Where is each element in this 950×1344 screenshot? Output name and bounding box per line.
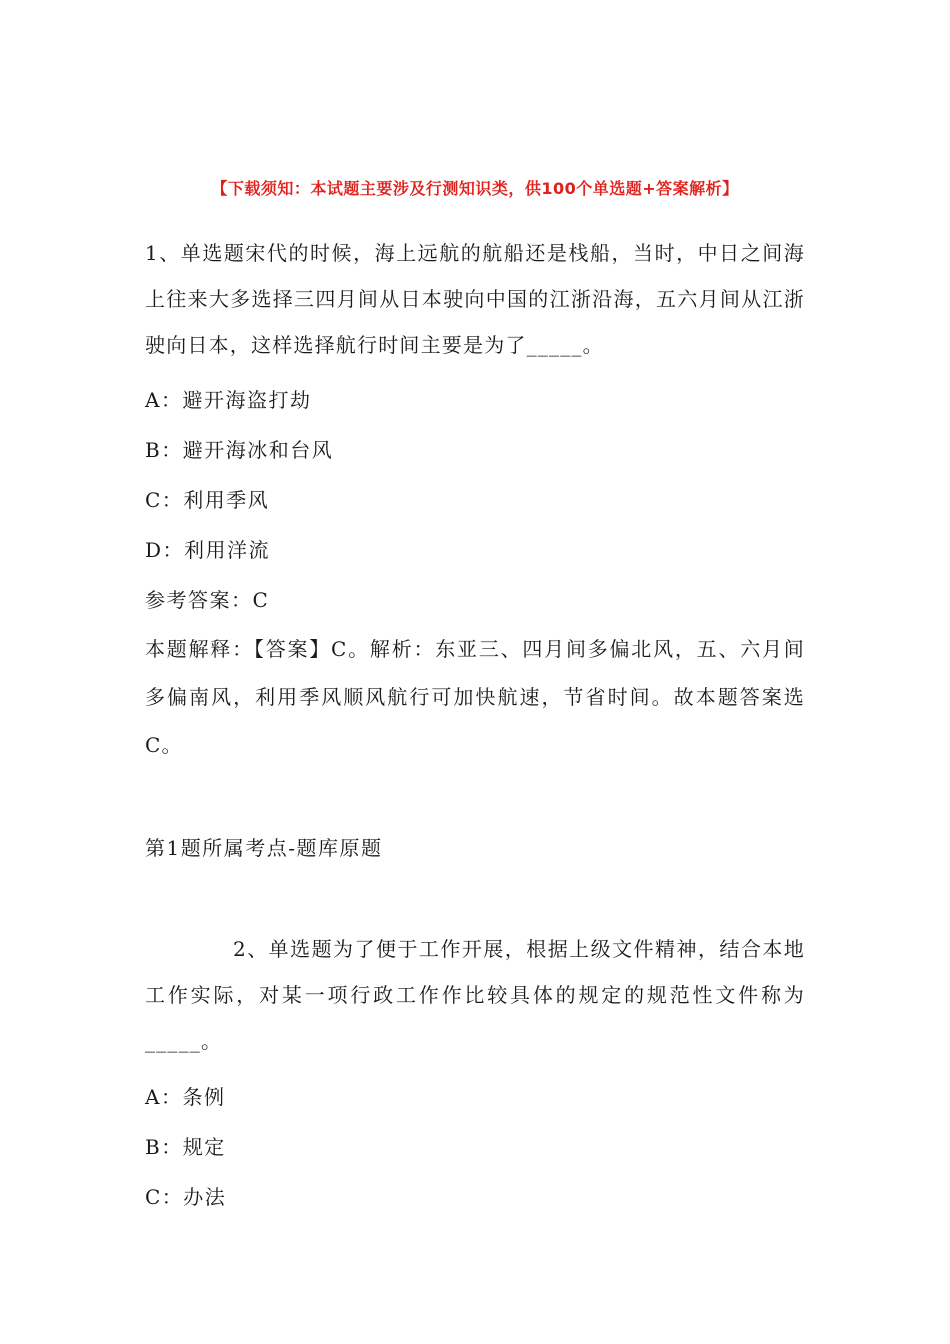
question-1-options (145, 375, 805, 625)
question-1 (145, 230, 805, 368)
question-1-answer: 参考答案：C (145, 588, 270, 612)
question-1-topic: 第1题所属考点-题库原题 (145, 836, 383, 860)
question-2-text: 2、单选题为了便于工作开展，根据上级文件精神，结合本地工作实际，对某一项行政工作作比较具体的规定的规范性文件称为_____。 (145, 937, 805, 1053)
question-1-text: 1、单选题宋代的时候，海上远航的航船还是栈船，当时，中日之间海上往来大多选择三四月间从日本驶向中国的江浙沿海，五六月间从江浙驶向日本，这样选择航行时间主要是为了_____。 (145, 241, 805, 357)
question-2-option-a: A：条例 (145, 1085, 226, 1109)
question-1-explanation-block (145, 625, 805, 769)
question-1-topic-block (145, 823, 805, 873)
question-1-explanation: 本题解释：【答案】C。解析：东亚三、四月间多偏北风，五、六月间多偏南风，利用季风顺风航行可加快航速，节省时间。故本题答案选C。 (145, 637, 805, 757)
question-2 (145, 926, 805, 1064)
question-1-option-d: D：利用洋流 (145, 538, 271, 562)
question-2-options (145, 1072, 805, 1222)
download-notice: 【下载须知：本试题主要涉及行测知识类，供100个单选题+答案解析】 (211, 179, 739, 198)
question-2-option-c: C：办法 (145, 1185, 227, 1209)
question-1-option-c: C：利用季风 (145, 488, 270, 512)
question-1-option-a: A：避开海盗打劫 (145, 388, 312, 412)
question-1-option-b: B：避开海冰和台风 (145, 438, 334, 462)
question-2-option-b: B：规定 (145, 1135, 226, 1159)
